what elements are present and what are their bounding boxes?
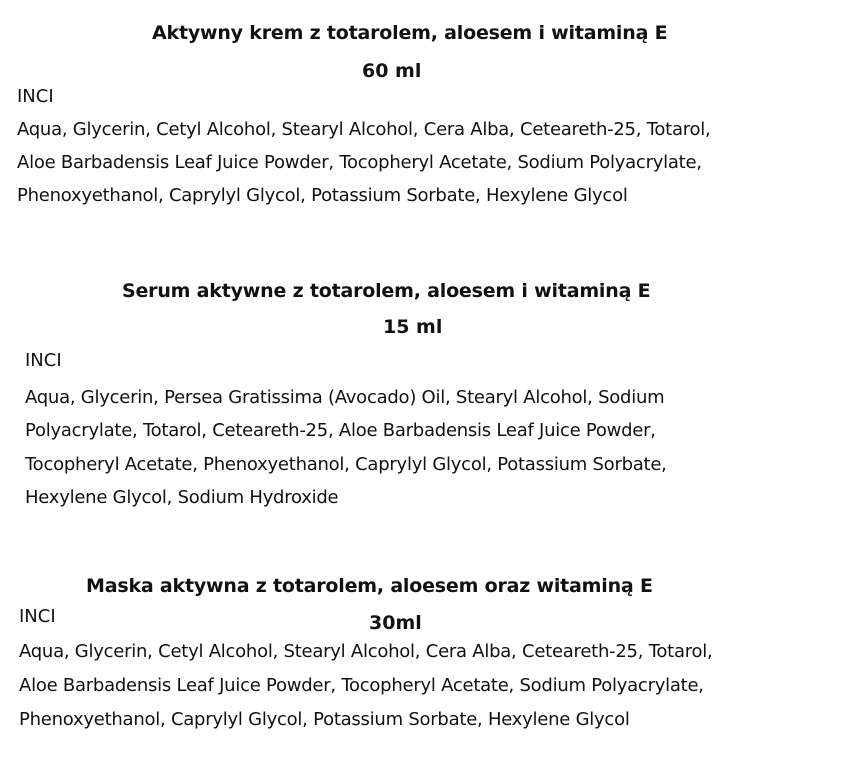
inci-label: INCI — [19, 606, 56, 627]
ingredient-line: Tocopheryl Acetate, Phenoxyethanol, Caprylyl Glycol, Potassium Sorbate, — [25, 454, 667, 475]
inci-label: INCI — [17, 86, 54, 107]
product-title: Serum aktywne z totarolem, aloesem i witaminą E — [122, 280, 651, 302]
product-title: Maska aktywna z totarolem, aloesem oraz witaminą E — [86, 575, 653, 597]
product-title: Aktywny krem z totarolem, aloesem i witaminą E — [152, 22, 668, 44]
ingredient-line: Aqua, Glycerin, Cetyl Alcohol, Stearyl Alcohol, Cera Alba, Ceteareth-25, Totarol, — [19, 641, 713, 662]
ingredient-line: Aqua, Glycerin, Cetyl Alcohol, Stearyl Alcohol, Cera Alba, Ceteareth-25, Totarol, — [17, 119, 711, 140]
ingredient-line: Aloe Barbadensis Leaf Juice Powder, Tocopheryl Acetate, Sodium Polyacrylate, — [19, 675, 704, 696]
ingredient-line: Polyacrylate, Totarol, Ceteareth-25, Aloe Barbadensis Leaf Juice Powder, — [25, 420, 656, 441]
ingredient-line: Phenoxyethanol, Caprylyl Glycol, Potassium Sorbate, Hexylene Glycol — [17, 185, 628, 206]
ingredient-line: Aloe Barbadensis Leaf Juice Powder, Tocopheryl Acetate, Sodium Polyacrylate, — [17, 152, 702, 173]
product-volume: 60 ml — [362, 60, 422, 82]
product-volume: 30ml — [369, 612, 422, 634]
ingredient-line: Phenoxyethanol, Caprylyl Glycol, Potassium Sorbate, Hexylene Glycol — [19, 709, 630, 730]
product-volume: 15 ml — [383, 316, 443, 338]
ingredient-line: Hexylene Glycol, Sodium Hydroxide — [25, 487, 339, 508]
inci-label: INCI — [25, 350, 62, 371]
ingredient-line: Aqua, Glycerin, Persea Gratissima (Avocado) Oil, Stearyl Alcohol, Sodium — [25, 387, 665, 408]
